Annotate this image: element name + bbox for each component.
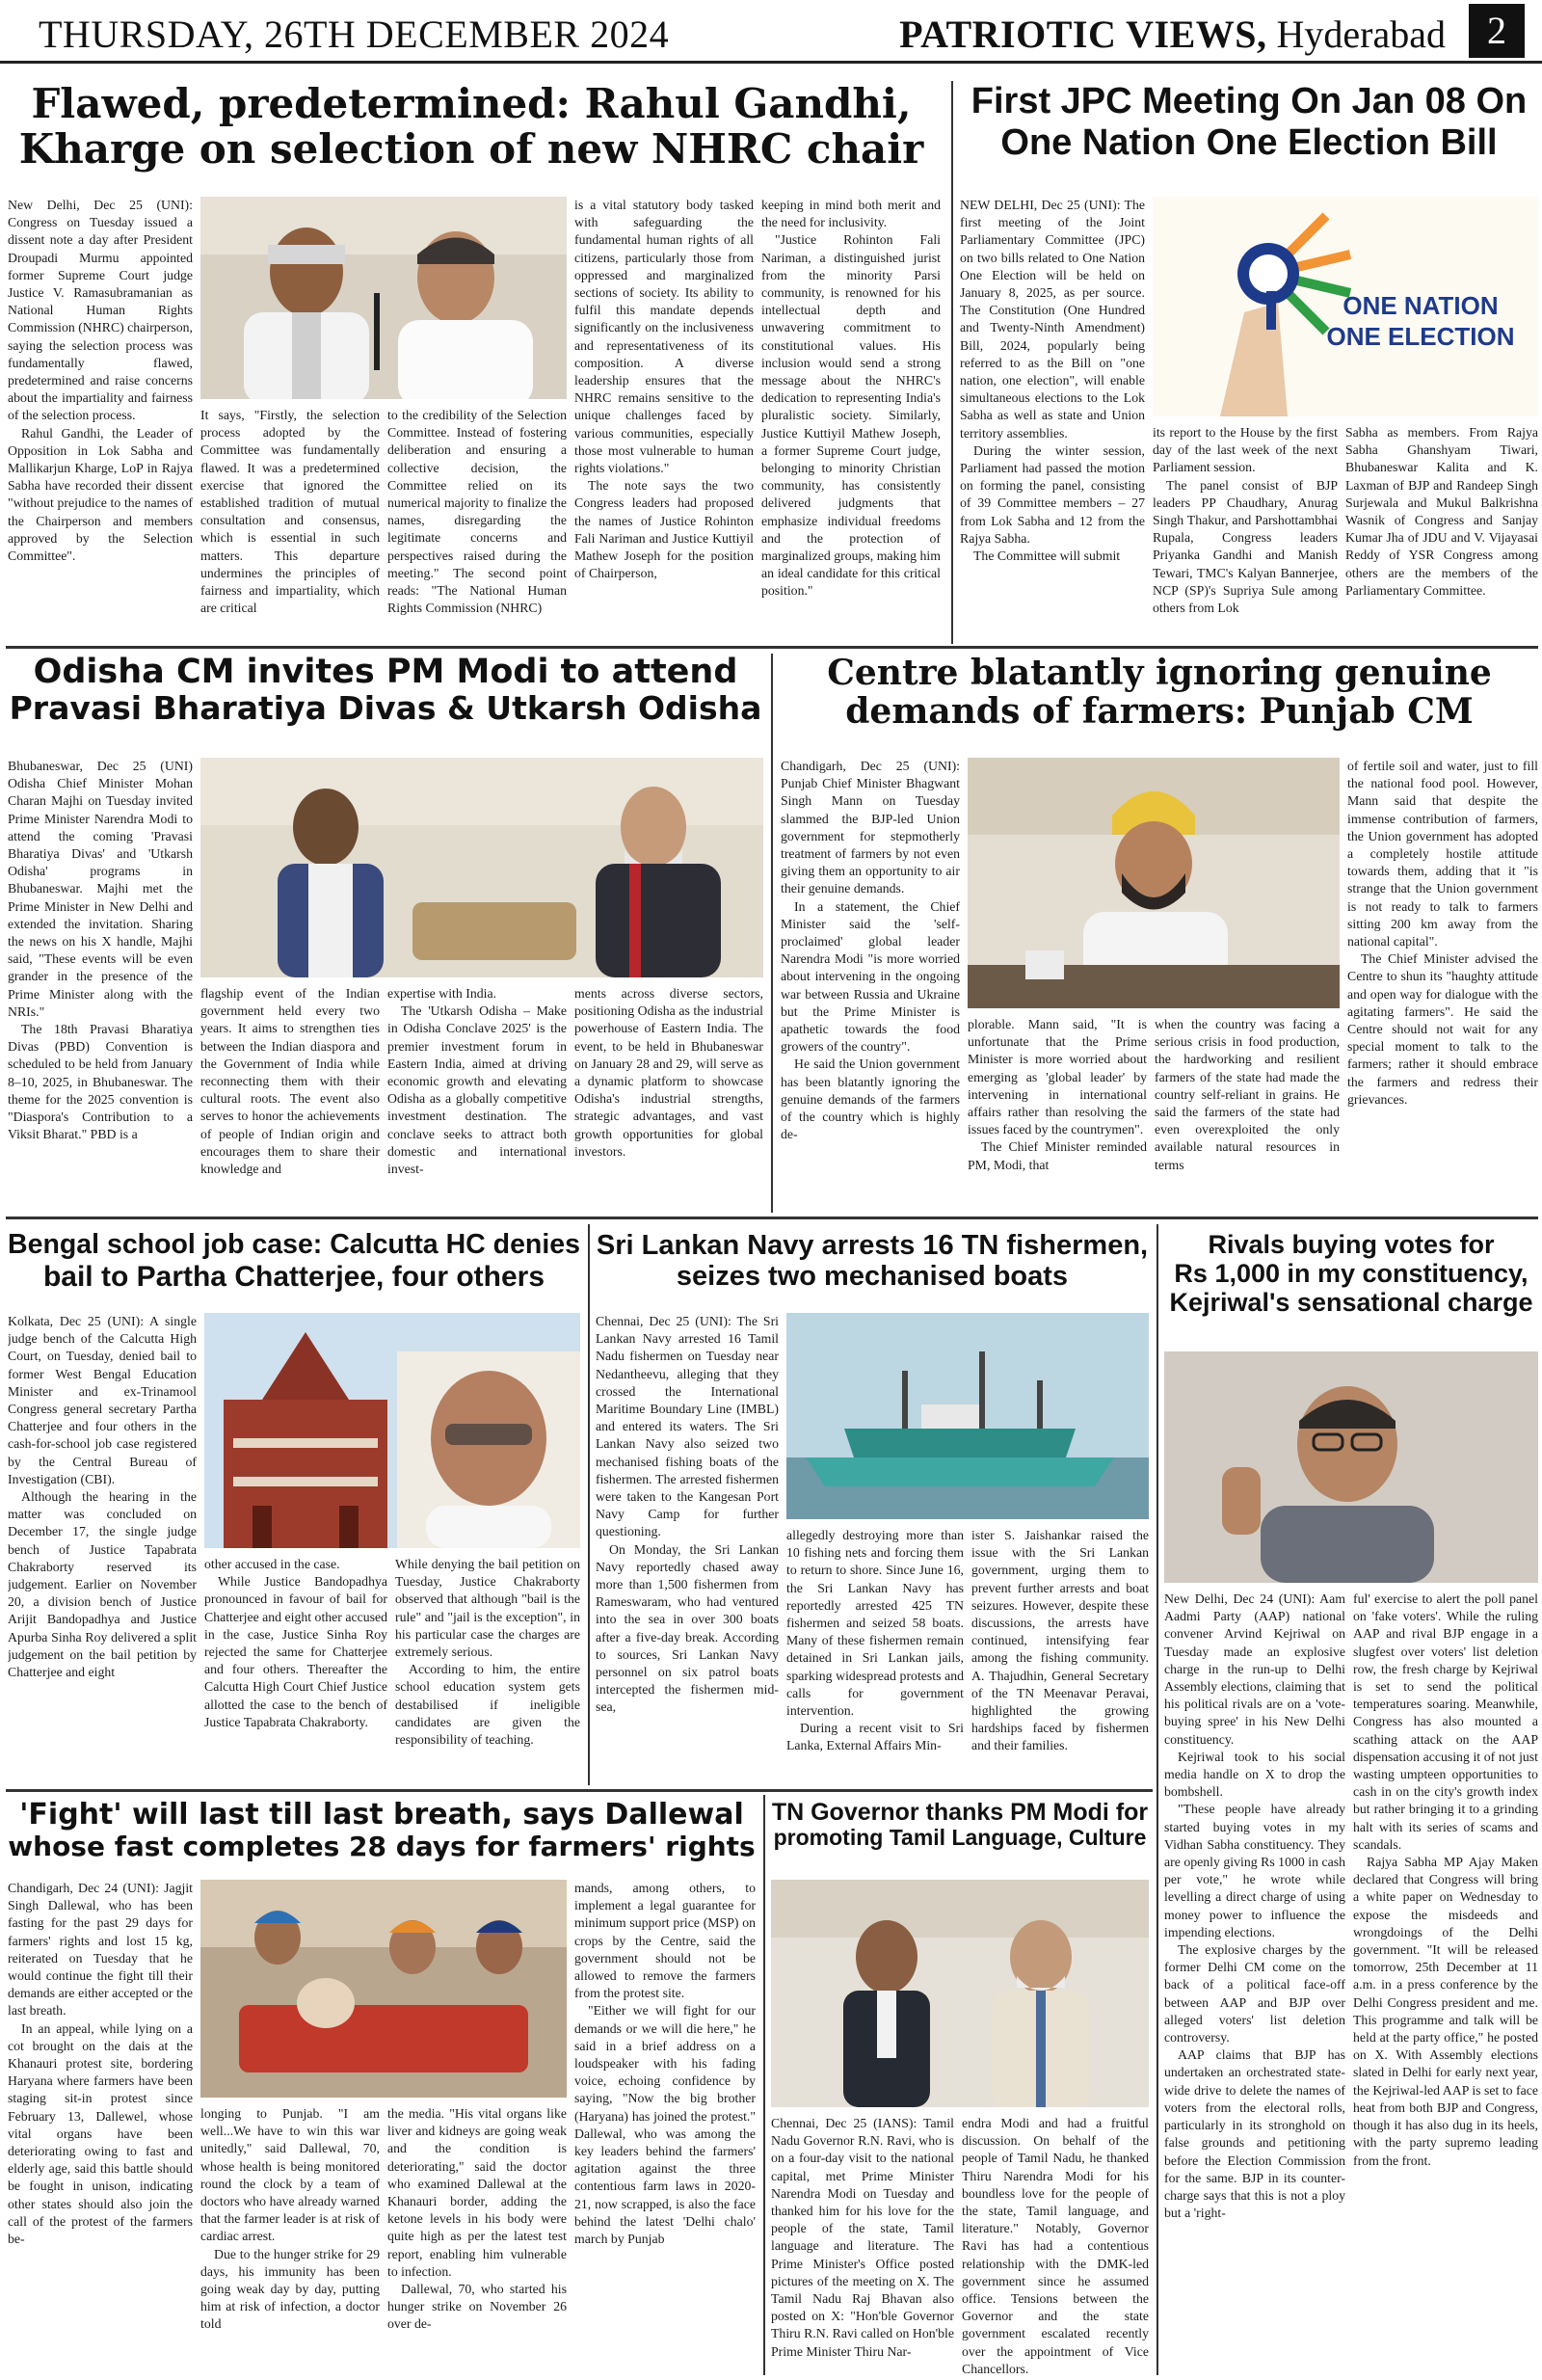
masthead <box>0 0 1542 64</box>
bengal-column-3 <box>395 1556 580 1783</box>
tngov-headline <box>771 1799 1149 1851</box>
kejriwal-para: Rajya Sabha MP Ajay Maken declared that Congress will bring a white paper on Wednesday to expose the misdeeds and wrongdoings of the Delhi government. "It will be released tomorrow, 25th December at 11 a.m. in a press conference by the Delhi Congress president and me. This programme and talk will be held at the party office," he posted on X. With Assembly elections slated in Delhi for early next year, the Kejriwal-led AAP is set to face heat from both BJP and Congress, though it has also dug in its heels, with the party supremo leading from the front. <box>1353 1855 1538 2168</box>
bengal-headline-line-2: bail to Partha Chatterjee, four others <box>42 1260 545 1293</box>
kharge-rahul-photo <box>200 197 567 399</box>
punjab-column-1 <box>781 758 960 1211</box>
nhrc-para: to the credibility of the Selection Committee. Instead of fostering deliberation and ensuring a collective decision, the Committee relied on its numerical majority to finalize the names, disregarding the legitimate concerns and perspectives raised during the meeting." The second point reads: "The National Human Rights Commission (NHRC) <box>387 408 567 616</box>
odisha-headline-line-2: Pravasi Bharatiya Divas & Utkarsh Odisha <box>9 689 762 728</box>
bengal-para: While denying the bail petition on Tuesday, Justice Chakraborty observed that although "bail is the rule" and "jail is the exception", in his particular case the charges are extremely serious. <box>395 1557 580 1660</box>
punjab-para: when the country was facing a serious crisis in food production, the hardworking and resilient farmers of the state had made the country self-reliant in grains. He said the farmers of the state had even overexploited the only available natural resources in terms <box>1155 1017 1340 1172</box>
odisha-headline <box>8 654 763 727</box>
kejriwal-headline-line-3: Kejriwal's sensational charge <box>1169 1288 1533 1318</box>
jpc-column-1 <box>960 197 1145 642</box>
dallewal-para: the media. "His vital organs like liver and kidneys are going weak and the condition is deteriorating," said the doctor who examined Dallewal at the Khanauri border, adding the ketone levels in his body were quite high as per the latest test report, enabling him vulnerable to infection. <box>387 2106 567 2279</box>
odisha-para: The 'Utkarsh Odisha – Make in Odisha Conclave 2025' is the premier investment forum in Eastern India, aimed at driving economic growth and elevating Odisha as a globally competitive investment destination. The conclave seeks to attract both domestic and international invest- <box>387 1003 567 1177</box>
tngov-headline-line-2: promoting Tamil Language, Culture <box>773 1825 1147 1850</box>
nhrc-headline-line-1: Flawed, predetermined: Rahul Gandhi, <box>31 80 912 127</box>
jpc-para: NEW DELHI, Dec 25 (UNI): The first meeting of the Joint Parliamentary Committee (JPC) on two bills related to One Nation One Election will be held on January 8, 2025, as per source. The Constitution (One Hundred and Twenty-Ninth Amendment) Bill, 2024, popularly being referred to as the Bill on "one nation, one election", will enable simultaneous elections to the Lok Sabha as well as state and Union territory assemblies. <box>960 198 1145 441</box>
odisha-para: ments across diverse sectors, positioning Odisha as the industrial powerhouse of Eastern India. The event, to be held in Bhubaneswar on January 28 and 29, will serve as a dynamic platform to showcase Odisha's industrial strengths, strategic advantages, and vast growth opportunities for global investors. <box>574 986 763 1159</box>
punjab-headline-line-2: demands of farmers: Punjab CM <box>845 691 1474 733</box>
bengal-para: Although the hearing in the matter was concluded on December 17, the single judge bench of Justice Tapabrata Chakraborty reserved its judgement. Earlier on November 20, a division bench of Justice Arijit Bandopadhya and Justice Apurba Sinha Roy delivered a split judgement on the bail petition by Chatterjee and eight <box>8 1489 197 1680</box>
srilanka-para: On Monday, the Sri Lankan Navy reportedly chased away more than 1,500 fishermen from Rameswaram, who had ventured into the sea in over 300 boats after a five-day break. According to sources, Sri Lankan Navy personnel on six patrol boats intercepted the fishermen mid-sea, <box>596 1541 779 1715</box>
dallewal-headline-line-2: whose fast completes 28 days for farmers' rights <box>8 1830 756 1862</box>
punjab-headline <box>781 654 1538 732</box>
nhrc-para: It says, "Firstly, the selection process adopted by the Committee was fundamentally flawed. It was a predetermined exercise that ignored the established tradition of mutual consultation and consensus, which is essential in such matters. This departure undermines the principles of fairness and impartiality, which are critical <box>200 408 380 616</box>
kejriwal-para: "These people have already started buying votes in my Vidhan Sabha constituency. They are openly giving Rs 1000 in cash per vote," he wrote while levelling a direct charge of using money power to influence the impending elections. <box>1164 1802 1345 1939</box>
fishing-boats-photo <box>786 1313 1149 1519</box>
kejriwal-headline <box>1164 1230 1538 1318</box>
jpc-para: During the winter session, Parliament had passed the motion on forming the panel, consisting of 39 Committee members – 27 from Lok Sabha and 12 from the Rajya Sabha. <box>960 442 1145 546</box>
punjab-para: plorable. Mann said, "It is unfortunate that the Prime Minister is more worried about emerging as 'global leader' by intervening in international affairs rather than resolving the issues faced by the countrymen". <box>968 1017 1147 1137</box>
tngov-column-2 <box>962 2115 1149 2375</box>
nhrc-column-4 <box>574 197 754 642</box>
tngov-headline-line-1: TN Governor thanks PM Modi for <box>771 1799 1149 1826</box>
odisha-column-4 <box>574 985 763 1211</box>
kejriwal-para: The explosive charges by the former Delhi CM come on the back of a political face-off between AAP and BJP over alleged voters' list deletion controversy. <box>1164 1942 1345 2046</box>
high-court-partha-photo <box>204 1313 580 1548</box>
srilanka-headline-line-2: seizes two mechanised boats <box>676 1261 1069 1293</box>
jpc-para: Sabha as members. From Rajya Sabha Ghanshyam Tiwari, Bhubaneswar Kalita and K. Laxman of BJP and Randeep Singh Surjewala and Mukul Balkrishna Wasnik of Congress and Sanjay Kumar Jha of JDU and V. Vijayasai Reddy of YSR Congress among others are the members of the Parliamentary Committee. <box>1345 425 1538 598</box>
row-divider <box>6 646 1538 649</box>
punjab-para: Chandigarh, Dec 25 (UNI): Punjab Chief Minister Bhagwant Singh Mann on Tuesday slammed the BJP-led Union government for stepmotherly treatment of farmers by not even giving them an opportunity to air their genuine demands. <box>781 759 960 896</box>
dallewal-photo <box>200 1880 567 2098</box>
dallewal-headline <box>8 1799 756 1861</box>
nhrc-column-2 <box>200 407 380 642</box>
bengal-para: Kolkata, Dec 25 (UNI): A single judge bench of the Calcutta High Court, on Tuesday, denied bail to former West Bengal Education Minister and ex-Trinamool Congress general secretary Partha Chatterjee and four others in the cash-for-school job case registered by the Central Bureau of Investigation (CBI). <box>8 1314 197 1486</box>
column-divider <box>951 81 953 644</box>
punjab-para: The Chief Minister reminded PM, Modi, that <box>968 1139 1147 1172</box>
srilanka-column-3 <box>971 1527 1149 1783</box>
tngov-para: Chennai, Dec 25 (IANS): Tamil Nadu Governor R.N. Ravi, who is on a four-day visit to the national capital, met Prime Minister Narendra Modi on Tuesday and thanked him for his love for the people of the state, Tamil language and literature. The Prime Minister's Office posted pictures of the meeting on X. The Tamil Nadu Raj Bhavan also posted on X: "Hon'ble Governor Thiru R.N. Ravi called on Hon'ble Prime Minister Thiru Nar- <box>771 2116 954 2359</box>
kejriwal-headline-line-1: Rivals buying votes for <box>1208 1230 1495 1259</box>
srilanka-column-1 <box>596 1313 779 1783</box>
dallewal-para: Due to the hunger strike for 29 days, his immunity has been going weak day by day, putting him at risk of infection, a doctor told <box>200 2246 380 2332</box>
kejriwal-headline-line-2: Rs 1,000 in my constituency, <box>1174 1259 1529 1289</box>
bengal-headline <box>8 1230 580 1294</box>
odisha-column-1 <box>8 758 193 1211</box>
column-divider <box>771 654 773 1213</box>
nhrc-headline-line-2: Kharge on selection of new NHRC chair <box>18 125 924 174</box>
dallewal-column-3 <box>387 2105 567 2375</box>
kejriwal-para: AAP claims that BJP has undertaken an orchestrated state-wide drive to delete the names of voters from the electoral rolls, particularly in its stronghold on false grounds and petitioning before the Election Commission for the same. BJP in its counter-charge says that this is not a ploy but a 'right- <box>1164 2047 1345 2221</box>
punjab-column-3 <box>1155 1016 1340 1211</box>
punjab-column-4 <box>1347 758 1538 1211</box>
dallewal-para: longing to Punjab. "I am well...We have to win this war unitedly," said Dallewal, 70, whose health is being monitored round the clock by a team of doctors who have already warned that the farmer leader is at risk of cardiac arrest. <box>200 2106 380 2244</box>
odisha-para: flagship event of the Indian government held every two years. It aims to strengthen ties between the Indian diaspora and the Government of India while reconnecting them with their cultural roots. The event also serves to honor the achievements of people of Indian origin and encourages them to share their knowledge and <box>200 986 380 1177</box>
jpc-headline-line-2: One Nation One Election Bill <box>1000 121 1498 163</box>
nhrc-headline <box>8 81 935 172</box>
srilanka-para: allegedly destroying more than 10 fishing nets and forcing them to return to shore. Since June 16, the Sri Lankan Navy has reportedly arrested 425 TN fishermen and seized 58 boats. Many of these fishermen remain detained in Sri Lankan jails, sparking widespread protests and calls for government intervention. <box>786 1528 964 1719</box>
row-divider <box>6 1217 1538 1219</box>
nhrc-para: keeping in mind both merit and the need for inclusivity. <box>761 198 941 230</box>
tngov-column-1 <box>771 2115 954 2375</box>
odisha-para: expertise with India. <box>387 986 497 1001</box>
kejriwal-para: Kejriwal took to his social media handle on X to drop the bombshell. <box>1164 1749 1345 1800</box>
bengal-headline-line-1: Bengal school job case: Calcutta HC denies <box>8 1229 580 1260</box>
nhrc-para: "Justice Rohinton Fali Nariman, a distinguished jurist from the minority Parsi community, is renowned for his intellectual depth and unwavering commitment to constitutional values. His inclusion would send a strong message about the NHRC's dedication to representing India's pluralistic society. Similarly, Justice Kuttiyil Mathew Joseph, a former Supreme Court judge, belonging to minority Christian community, has consistently delivered judgments that emphasize individual freedoms and the protection of marginalized groups, making him an ideal candidate for this critical position." <box>761 232 941 599</box>
dallewal-column-2 <box>200 2105 380 2375</box>
jpc-column-2 <box>1153 424 1338 642</box>
jpc-headline-line-1: First JPC Meeting On Jan 08 On <box>970 81 1528 121</box>
jpc-para: its report to the House by the first day of the last week of the next Parliament session. <box>1153 425 1338 475</box>
kejriwal-para: ful' exercise to alert the poll panel on 'fake voters'. While the ruling AAP and rival BJP engage in a slugfest over voters' list deletion row, the fresh charge by Kejriwal is set to send the political temperatures soaring. Meanwhile, Congress has also mounted a scathing attack on the AAP dispensation accusing it of not just wasting umpteen opportunities to cash in on the city's growth index but rather bringing it to a grinding halt with its series of scams and scandals. <box>1353 1591 1538 1852</box>
column-divider <box>763 1795 765 2375</box>
dallewal-headline-line-1: 'Fight' will last till last breath, says Dallewal <box>19 1798 744 1832</box>
nhrc-column-3 <box>387 407 567 642</box>
punjab-para: of fertile soil and water, just to fill the national food pool. However, Mann said that despite the immense contribution of farmers, the Union government has adopted a completely hostile attitude towards them, adding that it "is strange that the Union government is not ready to talk to farmers sitting 200 km away from the national capital". <box>1347 759 1538 949</box>
srilanka-para: During a recent visit to Sri Lanka, External Affairs Min- <box>786 1721 964 1753</box>
publication-title: PATRIOTIC VIEWS, <box>899 13 1267 56</box>
punjab-headline-line-1: Centre blatantly ignoring genuine <box>827 653 1492 693</box>
nhrc-para: New Delhi, Dec 25 (UNI): Congress on Tuesday issued a dissent note a day after President Droupadi Murmu appointed former Supreme Court judge Justice V. Ramasubramanian as National Human Rights Commission (NHRC) chairperson, saying the selection process was fundamentally flawed, predetermined and raise concerns about the impartiality and fairness of the selection process. <box>8 198 193 423</box>
dallewal-column-4 <box>574 1880 756 2375</box>
punjab-column-2 <box>968 1016 1147 1211</box>
odisha-headline-line-1: Odisha CM invites PM Modi to attend <box>33 653 738 691</box>
odisha-column-3 <box>387 985 567 1211</box>
srilanka-column-2 <box>786 1527 964 1783</box>
dallewal-para: In an appeal, while lying on a cot brought on the dais at the Khanauri protest site, bordering Haryana where farmers have been staging sit-in protest since February 13, Dallewel, whose vital organs have been deteriorating owing to fast and elderly age, said this battle should be fought in unison, indicating other states should also join the call of the protest of the farmers be- <box>8 2020 193 2247</box>
nhrc-column-5 <box>761 197 941 642</box>
jpc-column-3 <box>1345 424 1538 642</box>
kejriwal-column-2 <box>1353 1591 1538 2375</box>
majhi-modi-photo <box>200 758 763 977</box>
punjab-para: The Chief Minister advised the Centre to shun its "haughty attitude and open way for dialogue with the agitating farmers". He said the Centre should not wait for any special moment to talk to the farmers; rather it should embrace the farmers and redress their grievances. <box>1347 951 1538 1107</box>
bengal-para: While Justice Bandopadhya pronounced in favour of bail for Chatterjee and eight other accused in the case, Justice Sinha Roy rejected the same for Chatterjee and four others. Thereafter the Calcutta High Court Chief Justice allotted the case to the bench of Justice Tapabrata Chakraborty. <box>204 1574 387 1729</box>
issue-date: THURSDAY, 26TH DECEMBER 2024 <box>39 13 670 56</box>
bengal-para: According to him, the entire school education system gets destabilised if ineligible candidates are given the responsibility of teaching. <box>395 1662 580 1748</box>
odisha-para: Bhubaneswar, Dec 25 (UNI) Odisha Chief Minister Mohan Charan Majhi on Tuesday invited Prime Minister Narendra Modi to attend the coming 'Pravasi Bharatiya Divas' and 'Utkarsh Odisha' programs in Bhubaneswar. Majhi met the Prime Minister in New Delhi and extended the invitation. Sharing the news on his X handle, Majhi said, "These events will be even grander in the presence of the Prime Minister along with the NRIs." <box>8 759 193 1019</box>
jpc-para: The panel consist of BJP leaders PP Chaudhary, Anurag Singh Thakur, and Parshottambhai Rupala, Congress leaders Priyanka Gandhi and Manish Tewari, TMC's Kalyan Bannerjee, NCP (SP)'s Supriya Sule among others from Lok <box>1153 477 1338 616</box>
nhrc-column-1 <box>8 197 193 642</box>
kejriwal-column-1 <box>1164 1591 1345 2375</box>
kejriwal-photo <box>1164 1351 1538 1583</box>
dallewal-para: Dallewal, 70, who started his hunger strike on November 26 over de- <box>387 2282 567 2332</box>
page-number: 2 <box>1469 4 1525 58</box>
publication-city: Hyderabad <box>1266 13 1446 56</box>
governor-modi-photo <box>771 1880 1149 2107</box>
bengal-column-2 <box>204 1556 387 1783</box>
graphic-text-one-nation: ONE NATION <box>1343 291 1499 320</box>
dallewal-para: "Either we will fight for our demands or we will die here," he said in a brief address on a loudspeaker with his fading voice, echoing confidence by saying, "Now the big brother (Haryana) has joined the protest." Dallewal, who was among the key leaders behind the farmers' agitation against the three contentious farm laws in 2020-21, now scrapped, is also the face behind the latest 'Delhi chalo' march by Punjab <box>574 2003 756 2247</box>
graphic-text-one-election: ONE ELECTION <box>1326 322 1515 351</box>
kejriwal-para: New Delhi, Dec 24 (UNI): Aam Aadmi Party (AAP) national convener Arvind Kejriwal on Tuesday made an explosive charge in the run-up to Delhi Assembly elections, claiming that his political rivals are on a 'vote-buying spree' in his New Delhi constituency. <box>1164 1591 1345 1747</box>
dallewal-column-1 <box>8 1880 193 2375</box>
column-divider <box>588 1224 590 1785</box>
nhrc-para: The note says the two Congress leaders had proposed the names of Justice Rohinton Fali Nariman and Justice Kuttiyil Mathew Joseph for the position of Chairperson, <box>574 478 754 581</box>
odisha-column-2 <box>200 985 380 1211</box>
odisha-para: The 18th Pravasi Bharatiya Divas (PBD) Convention is scheduled to be held from January 8–10, 2025, in Bhubaneswar. The theme for the 2025 convention is "Diaspora's Contribution to a Viksit Bharat." PBD is a <box>8 1022 193 1142</box>
jpc-headline <box>960 81 1538 163</box>
punjab-para: He said the Union government has been blatantly ignoring the genuine demands of the farmers of the country which is highly de- <box>781 1056 960 1142</box>
tngov-para: endra Modi and had a fruitful discussion. On behalf of the people of Tamil Nadu, he thanked Thiru Narendra Modi for his boundless love for the people of the state, Tamil language, and literature." Notably, Governor Ravi has had a contentious relationship with the DMK-led government since he assumed office. Tensions between the Governor and the state government escalated recently over the appointment of Vice Chancellors. <box>962 2116 1149 2375</box>
dallewal-para: Chandigarh, Dec 24 (UNI): Jagjit Singh Dallewal, who has been fasting for the past 29 days for farmers' rights and lost 15 kg, reiterated on Tuesday that he would continue the fight till their demands are either accepted or the last breath. <box>8 1881 193 2019</box>
srilanka-headline <box>596 1230 1149 1293</box>
jpc-para: The Committee will submit <box>973 548 1121 564</box>
row-divider <box>6 1789 1153 1792</box>
dallewal-para: mands, among others, to implement a legal guarantee for minimum support price (MSP) on crops by the Centre, said the government should not be allowed to remove the farmers from the protest site. <box>574 1881 756 2001</box>
publication-name <box>899 12 1446 57</box>
nhrc-para: Rahul Gandhi, the Leader of Opposition in Lok Sabha and Mallikarjun Kharge, LoP in Rajya Sabha have recorded their dissent "without prejudice to the names of the Chairperson and members approved by the Selection Committee". <box>8 425 193 564</box>
bengal-para: other accused in the case. <box>204 1557 340 1571</box>
bhagwant-mann-photo <box>968 758 1340 1008</box>
nhrc-para: is a vital statutory body tasked with safeguarding the fundamental human rights of all citizens, particularly those from oppressed and marginalized sections of society. Its ability to fulfil this mandate depends significantly on the inclusiveness and representativeness of its composition. A diverse leadership ensures that the NHRC remains sensitive to the unique challenges faced by various communities, especially those most vulnerable to human rights violations." <box>574 198 754 476</box>
column-divider <box>1156 1224 1158 2375</box>
bengal-column-1 <box>8 1313 197 1783</box>
srilanka-para: Chennai, Dec 25 (UNI): The Sri Lankan Navy arrested 16 Tamil Nadu fishermen on Tuesday near Nedantheevu, alleging that they crossed the International Maritime Boundary Line (IMBL) and entered its waters. The Sri Lankan Navy also seized two mechanised fishing boats of the fishermen. The arrested fishermen were taken to the Kangesan Port Navy Camp for further questioning. <box>596 1314 779 1539</box>
one-nation-one-election-graphic <box>1153 197 1538 416</box>
srilanka-headline-line-1: Sri Lankan Navy arrests 16 TN fishermen, <box>596 1230 1149 1261</box>
srilanka-para: ister S. Jaishankar raised the issue with the Sri Lankan government, urging them to prevent further arrests and boat seizures. However, despite these discussions, the arrests have continued, intensifying fear among the fishing community. A. Thajudhin, General Secretary of the TN Meenavar Peravai, highlighted the growing hardships faced by fishermen and their families. <box>971 1528 1149 1753</box>
punjab-para: In a statement, the Chief Minister said the 'self-proclaimed' global leader Narendra Modi "is more worried about intervening in the ongoing war between Russia and Ukraine but the Prime Minister is apathetic towards the food growers of the country". <box>781 898 960 1055</box>
